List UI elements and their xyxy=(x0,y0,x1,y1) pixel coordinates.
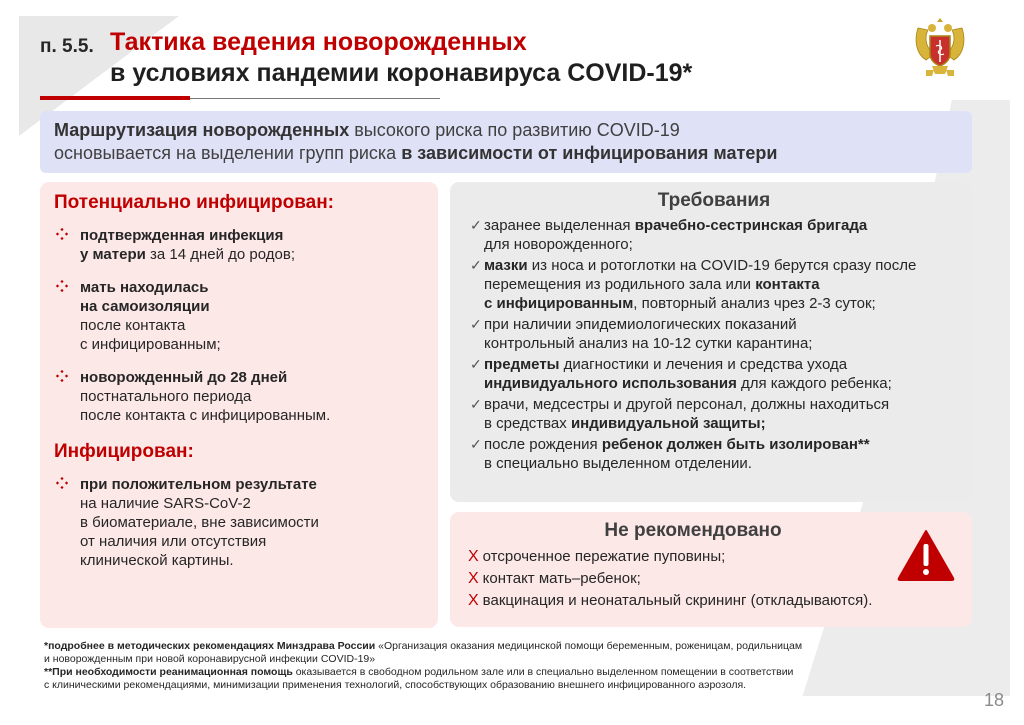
routing-banner xyxy=(40,111,972,173)
list-item-text: с инфицированным; xyxy=(80,336,221,353)
list-item-bold: на самоизоляции xyxy=(80,298,210,315)
requirement-item xyxy=(470,315,958,353)
not-recommended-heading: Не рекомендовано xyxy=(604,520,782,541)
footnote-text: «Организация оказания медицинской помощи беременным, роженицам, родильницам xyxy=(375,640,803,652)
page-title-line2: в условиях пандемии коронавируса COVID-19* xyxy=(110,59,693,87)
list-item-line xyxy=(80,278,424,297)
list-item-bold: при положительном результате xyxy=(80,476,317,493)
requirement-bold: ребенок должен быть изолирован** xyxy=(601,436,870,453)
list-item-line xyxy=(80,335,424,354)
page-number: 18 xyxy=(984,690,1005,710)
requirement-line xyxy=(484,395,958,414)
list-item-text: клинической картины. xyxy=(80,552,234,569)
cross-icon: X xyxy=(468,548,479,565)
list-item-line xyxy=(80,513,424,532)
diamond-bullet-icon xyxy=(56,370,68,382)
requirement-text: из носа и ротоглотки на COVID-19 берутся сразу после xyxy=(527,257,917,274)
list-item-text: за 14 дней до родов; xyxy=(145,246,296,263)
not-recommended-item xyxy=(468,546,958,568)
list-item-line xyxy=(80,532,424,551)
requirement-line xyxy=(484,454,958,473)
checkmark-icon: ✓ xyxy=(470,356,482,372)
requirement-text: при наличии эпидемиологических показаний xyxy=(484,316,797,333)
requirement-bold: индивидуального использования xyxy=(484,375,737,392)
checkmark-icon: ✓ xyxy=(470,436,482,452)
requirement-bold: мазки xyxy=(484,257,528,274)
list-item-line xyxy=(80,494,424,513)
requirement-bold: врачебно-сестринская бригада xyxy=(634,217,868,234)
list-item-line xyxy=(80,245,424,264)
requirement-text: заранее выделенная xyxy=(484,217,635,234)
list-item-line xyxy=(80,316,424,335)
requirement-item xyxy=(470,256,958,313)
requirement-line xyxy=(484,275,958,294)
banner-bold-text: Маршрутизация новорожденных xyxy=(54,120,350,140)
diamond-bullet-icon xyxy=(56,228,68,240)
not-recommended-text: контакт мать–ребенок; xyxy=(482,570,641,587)
footnotes xyxy=(44,640,924,692)
requirement-line xyxy=(484,235,958,254)
requirement-text: для каждого ребенка; xyxy=(736,375,892,392)
requirement-line xyxy=(484,315,958,334)
footnote-2-continued: с клиническими рекомендациями, минимизации применения технологий, способствующих образованию внешнего инфицированного аэрозоля. xyxy=(44,679,747,691)
list-item-bold: мать находилась xyxy=(80,279,209,296)
list-item-line xyxy=(80,297,424,316)
list-item xyxy=(54,368,424,425)
title-underline xyxy=(190,98,440,99)
warning-triangle-icon xyxy=(897,529,955,581)
not-recommended-item xyxy=(468,590,958,612)
cross-icon: X xyxy=(468,570,479,587)
requirement-line xyxy=(484,355,958,374)
requirement-bold: индивидуальной защиты; xyxy=(570,415,766,432)
checkmark-icon: ✓ xyxy=(470,316,482,332)
banner-text: высокого риска по развитию COVID-19 xyxy=(349,120,680,140)
requirement-bold: предметы xyxy=(484,356,560,373)
not-recommended-card xyxy=(450,512,972,627)
requirement-line xyxy=(484,216,958,235)
requirement-text: в средствах xyxy=(484,415,571,432)
footnote-1 xyxy=(44,640,924,653)
list-item-text: в биоматериале, вне зависимости xyxy=(80,514,319,531)
not-recommended-text: вакцинация и неонатальный скрининг (откладываются). xyxy=(482,592,873,609)
list-item-line xyxy=(80,551,424,570)
banner-bold-text: в зависимости от инфицирования матери xyxy=(401,143,778,163)
requirement-item xyxy=(470,216,958,254)
requirement-text: в специально выделенном отделении. xyxy=(484,455,752,472)
diamond-bullet-icon xyxy=(56,280,68,292)
banner-line-1 xyxy=(54,119,958,142)
list-item-bold: подтвержденная инфекция xyxy=(80,227,284,244)
banner-text: основывается на выделении групп риска xyxy=(54,143,402,163)
ministry-of-health-emblem-icon xyxy=(912,14,968,82)
requirements-list xyxy=(470,216,958,473)
not-recommended-item xyxy=(468,568,958,590)
footnote-2 xyxy=(44,666,924,679)
diamond-bullet-icon xyxy=(56,477,68,489)
requirement-line xyxy=(484,334,958,353)
requirement-text: диагностики и лечения и средства ухода xyxy=(559,356,848,373)
infected-heading: Инфицирован: xyxy=(54,441,194,462)
list-item-line xyxy=(80,475,424,494)
requirement-text: после рождения xyxy=(484,436,602,453)
footnote-text: оказывается в свободном родильном зале или в специально выделенном помещении в соответствии xyxy=(292,666,794,678)
requirement-bold: с инфицированным xyxy=(484,295,634,312)
banner-line-2 xyxy=(54,142,958,165)
list-item xyxy=(54,475,424,570)
list-item-line xyxy=(80,406,424,425)
not-recommended-list xyxy=(468,546,958,612)
requirement-text: врачи, медсестры и другой персонал, должны находиться xyxy=(484,396,890,413)
risk-groups-card xyxy=(40,182,438,628)
checkmark-icon: ✓ xyxy=(470,217,482,233)
list-item-text: постнатального периода xyxy=(80,388,252,405)
list-item-text: после контакта xyxy=(80,317,186,334)
requirement-line xyxy=(484,256,958,275)
requirement-line xyxy=(484,435,958,454)
requirement-text: перемещения из родильного зала или xyxy=(484,276,756,293)
infected-list xyxy=(54,475,424,570)
list-item-line xyxy=(80,226,424,245)
potentially-infected-heading: Потенциально инфицирован: xyxy=(54,192,335,213)
not-recommended-text: отсроченное пережатие пуповины; xyxy=(482,548,726,565)
requirement-item xyxy=(470,435,958,473)
list-item-bold: новорожденный до 28 дней xyxy=(80,369,288,386)
checkmark-icon: ✓ xyxy=(470,396,482,412)
page-title-line1: Тактика ведения новорожденных xyxy=(110,28,527,56)
requirements-heading: Требования xyxy=(657,190,771,211)
list-item-text: после контакта с инфицированным. xyxy=(80,407,331,424)
list-item xyxy=(54,226,424,264)
requirement-line xyxy=(484,374,958,393)
list-item-line xyxy=(80,387,424,406)
footnote-bold: *подробнее в методических рекомендациях Минздрава России xyxy=(44,640,376,652)
requirement-item xyxy=(470,355,958,393)
requirement-text: для новорожденного; xyxy=(484,236,633,253)
requirement-text: контрольный анализ на 10-12 сутки карантина; xyxy=(484,335,813,352)
requirement-line xyxy=(484,294,958,313)
requirement-item xyxy=(470,395,958,433)
title-underline-accent xyxy=(40,96,190,100)
cross-icon: X xyxy=(468,592,479,609)
requirement-bold: контакта xyxy=(755,276,820,293)
requirements-card xyxy=(450,182,972,502)
section-number: п. 5.5. xyxy=(40,36,94,57)
list-item-text: от наличия или отсутствия xyxy=(80,533,267,550)
footnote-bold: **При необходимости реанимационная помощь xyxy=(44,666,293,678)
checkmark-icon: ✓ xyxy=(470,257,482,273)
list-item-line xyxy=(80,368,424,387)
requirement-line xyxy=(484,414,958,433)
requirement-text: , повторный анализ чрез 2-3 суток; xyxy=(633,295,876,312)
potentially-infected-list xyxy=(54,226,424,425)
footnote-1-continued: и новорожденным при новой коронавирусной инфекции COVID-19» xyxy=(44,653,376,665)
list-item-bold: у матери xyxy=(80,246,146,263)
list-item xyxy=(54,278,424,354)
list-item-text: на наличие SARS-CoV-2 xyxy=(80,495,251,512)
